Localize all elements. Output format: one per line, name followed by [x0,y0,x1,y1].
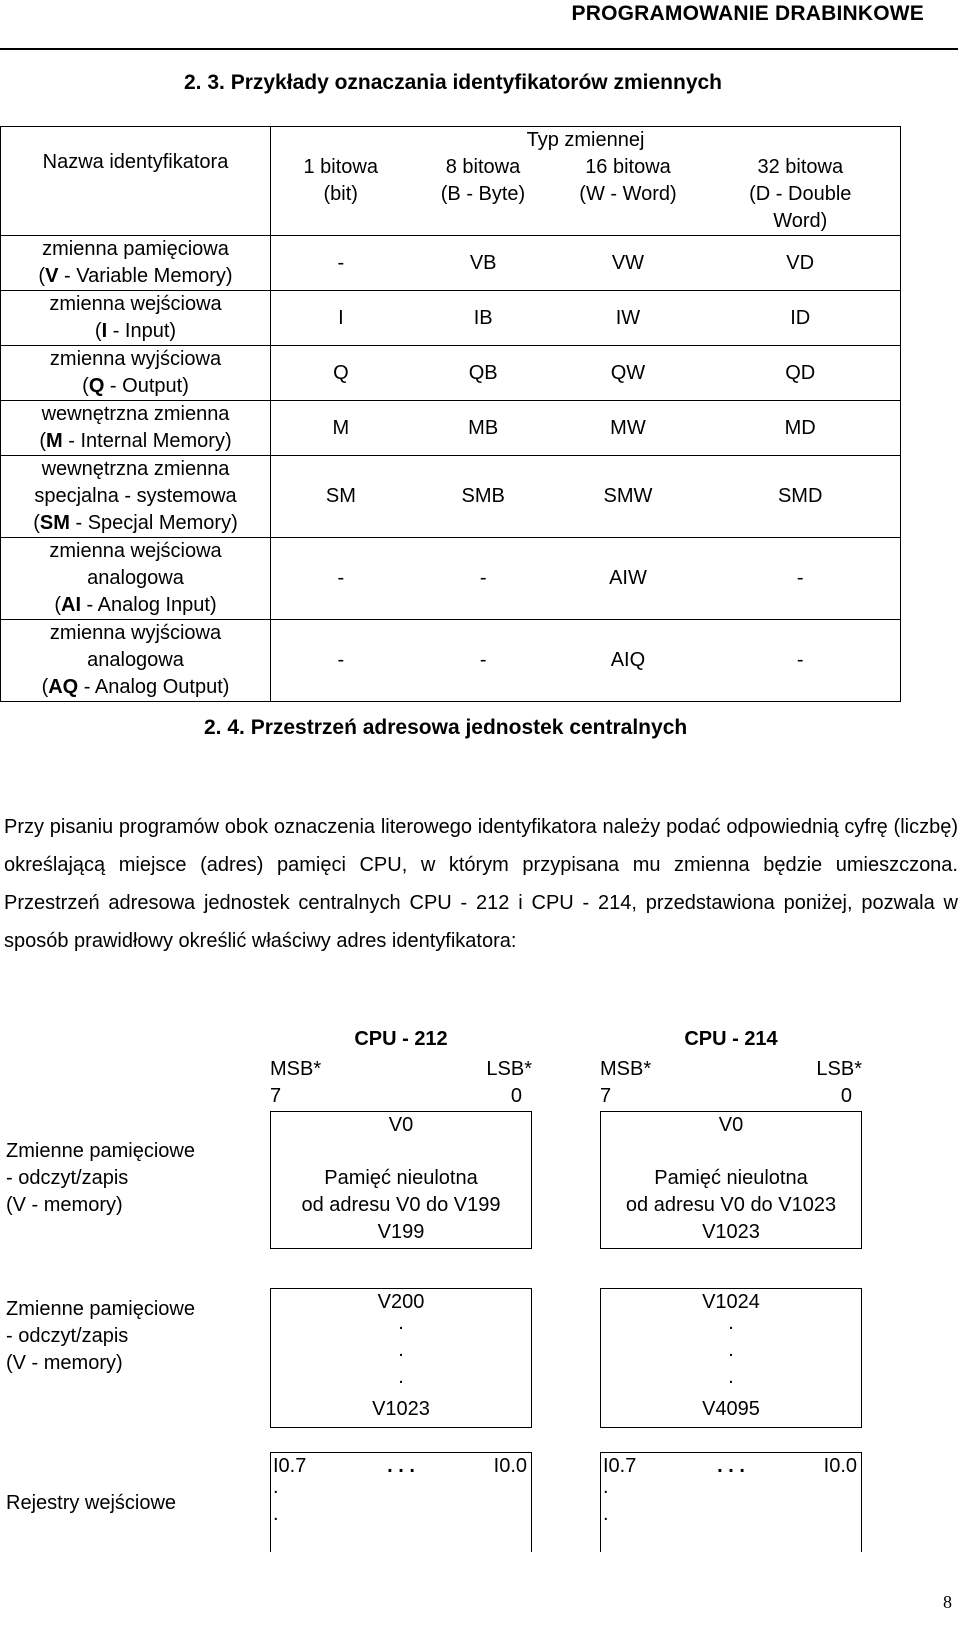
col-header-line: 32 bitowa [757,156,844,178]
header-type-text: Typ zmiennej [526,129,645,151]
block-end-address: V1023 [372,1398,430,1420]
register-high-bit: I0.7 [603,1455,637,1477]
msb-label: MSB* [600,1058,652,1080]
identifier-name-line: (AQ - Analog Output) [41,676,230,698]
identifier-name-line: specjalna - systemowa [34,485,237,507]
identifier-values-cell [271,236,901,291]
block-start-address: V200 [377,1291,425,1313]
header-name [1,127,271,236]
identifier-value: - [337,251,345,274]
body-paragraph: Przy pisaniu programów obok oznaczenia literowego identyfikatora należy podać odpowiednią cyfrę (liczbę) określającą miejsce (adres) pamięci CPU, w którym przypisana mu zmienna będzie umieszczona. Przestrzeń adresowa jednostek centralnych CPU - 212 i CPU - 214, przedstawiona poniżej, pozwala w sposób prawidłowy określić właściwy adres identyfikatora: [4,816,958,952]
identifier-value: I [338,306,344,329]
register-ellipsis: . . . [387,1455,415,1477]
memory-block-volatile [270,1288,532,1428]
register-low-bit: I0.0 [823,1455,857,1477]
identifier-value: IB [473,306,493,329]
identifier-table [0,126,901,702]
register-low-bit: I0.0 [493,1455,527,1477]
col-header-8bit [411,154,556,236]
continuation-dot: . [273,1503,279,1525]
row-label-v-memory-2 [6,1296,195,1377]
section-title-2-4: 2. 4. Przestrzeń adresowa jednostek centralnych [204,716,688,739]
identifier-name-cell [1,620,271,702]
identifier-values-cell [271,620,901,702]
bit-low-label: 0 [840,1085,852,1107]
running-header: PROGRAMOWANIE DRABINKOWE [571,2,924,25]
bit-high-label: 7 [270,1085,282,1107]
table-row [1,620,901,702]
col-header-line: 16 bitowa [585,156,671,178]
header-name-text: Nazwa identyfikatora [42,151,229,173]
identifier-value: IW [615,306,641,329]
continuation-dot: . [398,1312,404,1334]
memory-block-volatile [600,1288,862,1428]
identifier-value: AIQ [610,649,646,671]
msb-label: MSB* [270,1058,322,1080]
table-row [1,236,901,291]
row-label-v-memory-1 [6,1138,195,1219]
identifier-value: Q [333,361,349,384]
table-row [1,538,901,620]
col-header-line: (B - Byte) [440,183,526,205]
table-row [1,291,901,346]
block-end-address: V199 [377,1221,425,1243]
identifier-name-line: (SM - Specjal Memory) [33,512,238,534]
identifier-name-line: zmienna wyjściowa [49,622,222,644]
cpu-title: CPU - 214 [684,1028,778,1050]
continuation-dot: . [273,1476,279,1498]
identifier-name-cell [1,291,271,346]
identifier-name-cell [1,538,271,620]
block-desc-line: od adresu V0 do V199 [301,1194,501,1216]
header-rule [0,48,958,50]
col-header-line: (bit) [323,183,358,205]
header-type [271,127,901,155]
identifier-value: VB [469,251,497,274]
bit-high-label: 7 [600,1085,612,1107]
identifier-values-cell [271,346,901,401]
identifier-name-cell [1,236,271,291]
memory-block-nonvolatile [270,1111,532,1249]
col-header-line: (W - Word) [579,183,677,205]
identifier-name-line: analogowa [87,567,184,589]
identifier-value: VW [611,251,645,274]
identifier-value: QD [785,361,816,384]
continuation-dot: . [728,1312,734,1334]
identifier-name-cell [1,346,271,401]
identifier-values-cell [271,401,901,456]
identifier-values-cell [271,538,901,620]
identifier-name-line: (I - Input) [94,320,177,342]
section-title-2-3: 2. 3. Przykłady oznaczania identyfikatorów zmiennych [184,71,723,94]
bit-low-label: 0 [510,1085,522,1107]
identifier-value: SMD [777,485,823,507]
table-row [1,346,901,401]
row-label-line: - odczyt/zapis [6,1325,129,1347]
table-row [1,456,901,538]
identifier-value: SMW [603,485,653,507]
identifier-name-line: zmienna wejściowa [49,293,222,315]
identifier-value: SMB [461,485,505,507]
row-label-line: (V - memory) [6,1352,123,1374]
identifier-values-cell [271,456,901,538]
table-row [1,401,901,456]
identifier-value: MD [784,416,816,439]
lsb-label: LSB* [486,1058,532,1080]
col-header-line: Word) [773,210,828,232]
identifier-name-line: zmienna pamięciowa [42,238,229,260]
block-end-address: V1023 [702,1221,760,1243]
continuation-dot: . [603,1503,609,1525]
identifier-value: SM [325,485,356,507]
page-number: 8 [943,1592,952,1612]
continuation-dot: . [603,1476,609,1498]
identifier-value: QB [468,361,498,384]
identifier-name-cell [1,401,271,456]
identifier-value: - [337,649,345,671]
memory-block-nonvolatile [600,1111,862,1249]
register-ellipsis: . . . [717,1455,745,1477]
identifier-name-line: (V - Variable Memory) [38,265,233,287]
identifier-value: - [479,649,487,671]
col-header-line: (D - Double [749,183,852,205]
row-label-line: (V - memory) [6,1194,123,1216]
continuation-dot: . [398,1366,404,1388]
col-header-line: 1 bitowa [303,156,378,178]
row-label-line: - odczyt/zapis [6,1167,129,1189]
block-desc-line: Pamięć nieulotna [324,1167,478,1189]
identifier-value: - [479,567,487,589]
row-label-line: Zmienne pamięciowe [6,1298,195,1320]
continuation-dot: . [728,1366,734,1388]
col-header-32bit [701,154,901,236]
identifier-value: MW [610,416,646,439]
row-label-line: Rejestry wejściowe [6,1492,177,1514]
input-register-block [270,1452,532,1552]
block-start-address: V0 [388,1114,414,1136]
identifier-value: - [796,567,804,589]
register-high-bit: I0.7 [273,1455,307,1477]
identifier-name-line: zmienna wyjściowa [49,348,222,370]
identifier-name-line: analogowa [87,649,184,671]
identifier-name-cell [1,456,271,538]
row-label-input-registers [6,1490,176,1517]
cpu-title: CPU - 212 [354,1028,448,1050]
block-start-address: V0 [718,1114,744,1136]
input-register-block [600,1452,862,1552]
identifier-name-line: (AI - Analog Input) [54,594,217,616]
continuation-dot: . [398,1339,404,1361]
identifier-value: ID [790,306,811,329]
identifier-name-line: zmienna wejściowa [49,540,222,562]
lsb-label: LSB* [816,1058,862,1080]
identifier-value: AIW [609,567,647,589]
col-header-1bit [271,154,411,236]
continuation-dot: . [728,1339,734,1361]
identifier-value: M [332,416,350,439]
identifier-value: MB [468,416,499,439]
block-desc-line: Pamięć nieulotna [654,1167,808,1189]
identifier-value: QW [610,361,646,384]
block-end-address: V4095 [702,1398,760,1420]
col-header-16bit [556,154,701,236]
identifier-name-line: (Q - Output) [82,375,189,397]
identifier-value: - [337,567,345,589]
block-desc-line: od adresu V0 do V1023 [625,1194,837,1216]
identifier-name-line: wewnętrzna zmienna [41,403,230,425]
identifier-name-line: wewnętrzna zmienna [41,458,230,480]
identifier-value: - [796,649,804,671]
identifier-values-cell [271,291,901,346]
identifier-name-line: (M - Internal Memory) [39,430,232,452]
col-header-line: 8 bitowa [445,156,521,178]
identifier-value: VD [786,251,815,274]
block-start-address: V1024 [702,1291,760,1313]
row-label-line: Zmienne pamięciowe [6,1140,195,1162]
